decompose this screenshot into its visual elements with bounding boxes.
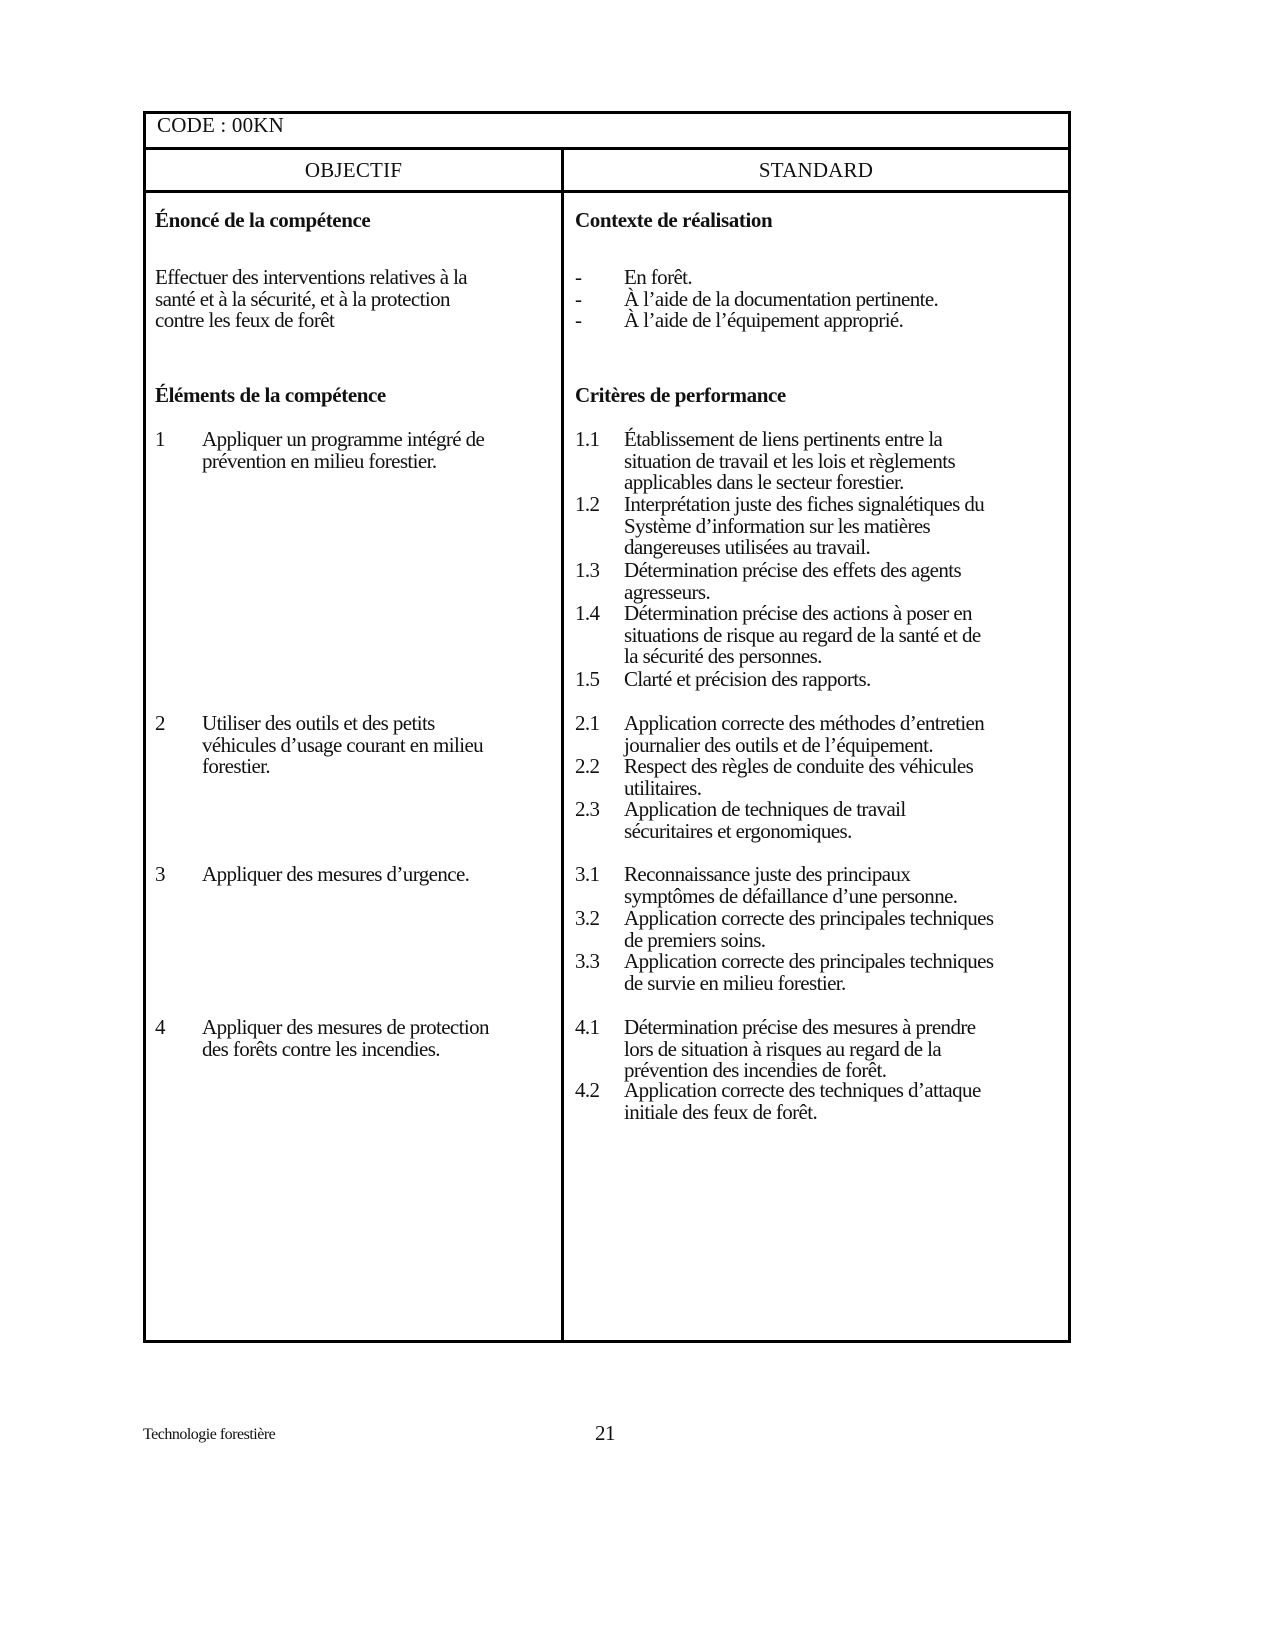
enonce-text-line: Effectuer des interventions relatives à la bbox=[155, 265, 468, 289]
header-standard: STANDARD bbox=[758, 158, 874, 182]
element-number: 3 bbox=[155, 862, 165, 886]
critere-number: 1.3 bbox=[575, 558, 600, 582]
element-text-line: forestier. bbox=[202, 754, 271, 779]
element-number: 4 bbox=[155, 1015, 165, 1039]
critere-text-line: journalier des outils et de l’équipement. bbox=[624, 732, 933, 757]
element-text-line: Utiliser des outils et des petits bbox=[202, 711, 435, 735]
footer-title: Technologie forestière bbox=[143, 1426, 276, 1443]
critere-number: 2.1 bbox=[575, 711, 600, 735]
critere-number: 4.1 bbox=[575, 1015, 600, 1039]
element-text-line: prévention en milieu forestier. bbox=[202, 448, 437, 473]
enonce-text-line: santé et à la sécurité, et à la protection bbox=[155, 286, 450, 311]
critere-text-line: sécuritaires et ergonomiques. bbox=[624, 818, 852, 843]
critere-text-line: de premiers soins. bbox=[624, 927, 766, 952]
critere-number: 1.2 bbox=[575, 492, 600, 516]
contexte-item: À l’aide de la documentation pertinente. bbox=[624, 286, 939, 311]
contexte-title: Contexte de réalisation bbox=[575, 208, 773, 232]
row-divider bbox=[146, 190, 1068, 193]
critere-text-line: Application de techniques de travail bbox=[624, 797, 906, 821]
critere-text-line: Système d’information sur les matières bbox=[624, 513, 931, 538]
element-text-line: des forêts contre les incendies. bbox=[202, 1036, 440, 1061]
contexte-bullet: - bbox=[575, 308, 582, 333]
critere-number: 3.3 bbox=[575, 949, 600, 973]
element-text-line: Appliquer des mesures de protection bbox=[202, 1015, 489, 1039]
element-text-line: Appliquer un programme intégré de bbox=[202, 427, 485, 451]
critere-text-line: Application correcte des principales techniques bbox=[624, 906, 994, 930]
elements-title: Éléments de la compétence bbox=[155, 383, 386, 407]
critere-text-line: prévention des incendies de forêt. bbox=[624, 1058, 887, 1083]
element-text-line: véhicules d’usage courant en milieu bbox=[202, 732, 484, 757]
criteres-title: Critères de performance bbox=[575, 383, 786, 407]
critere-number: 3.1 bbox=[575, 862, 600, 886]
critere-text-line: agresseurs. bbox=[624, 579, 711, 604]
contexte-bullet: - bbox=[575, 286, 582, 311]
critere-text-line: Application correcte des principales techniques bbox=[624, 949, 994, 973]
critere-number: 2.2 bbox=[575, 754, 600, 778]
column-divider bbox=[561, 150, 564, 1340]
element-text-line: Appliquer des mesures d’urgence. bbox=[202, 862, 470, 886]
code-label: CODE : 00KN bbox=[157, 113, 285, 137]
critere-text-line: situation de travail et les lois et règlements bbox=[624, 448, 956, 473]
row-divider bbox=[146, 147, 1068, 150]
critere-text-line: Interprétation juste des fiches signalétiques du bbox=[624, 492, 985, 516]
page-number: 21 bbox=[595, 1421, 615, 1445]
header-objectif: OBJECTIF bbox=[304, 158, 403, 182]
enonce-title: Énoncé de la compétence bbox=[155, 208, 371, 232]
contexte-item: À l’aide de l’équipement approprié. bbox=[624, 308, 904, 333]
critere-number: 1.1 bbox=[575, 427, 600, 451]
critere-text-line: lors de situation à risques au regard de la bbox=[624, 1036, 942, 1061]
critere-text-line: Application correcte des techniques d’attaque bbox=[624, 1078, 981, 1102]
contexte-bullet: - bbox=[575, 265, 582, 289]
critere-number: 3.2 bbox=[575, 906, 600, 930]
critere-number: 4.2 bbox=[575, 1078, 600, 1102]
critere-text-line: Clarté et précision des rapports. bbox=[624, 667, 871, 691]
critere-text-line: applicables dans le secteur forestier. bbox=[624, 470, 904, 495]
critere-text-line: Détermination précise des mesures à prendre bbox=[624, 1015, 976, 1039]
critere-text-line: dangereuses utilisées au travail. bbox=[624, 535, 871, 560]
enonce-text-line: contre les feux de forêt bbox=[155, 308, 335, 333]
critere-text-line: Détermination précise des actions à poser en bbox=[624, 601, 972, 625]
critere-text-line: Reconnaissance juste des principaux bbox=[624, 862, 911, 886]
critere-text-line: de survie en milieu forestier. bbox=[624, 970, 846, 995]
critere-text-line: symptômes de défaillance d’une personne. bbox=[624, 883, 958, 908]
critere-text-line: la sécurité des personnes. bbox=[624, 644, 822, 669]
element-number: 1 bbox=[155, 427, 165, 451]
critere-text-line: Application correcte des méthodes d’entretien bbox=[624, 711, 985, 735]
critere-text-line: utilitaires. bbox=[624, 775, 702, 800]
critere-text-line: Respect des règles de conduite des véhicules bbox=[624, 754, 974, 778]
critere-number: 1.4 bbox=[575, 601, 600, 625]
critere-text-line: Établissement de liens pertinents entre la bbox=[624, 427, 943, 451]
critere-number: 1.5 bbox=[575, 667, 600, 691]
contexte-item: En forêt. bbox=[624, 265, 693, 289]
critere-number: 2.3 bbox=[575, 797, 600, 821]
element-number: 2 bbox=[155, 711, 165, 735]
critere-text-line: situations de risque au regard de la santé et de bbox=[624, 622, 981, 647]
critere-text-line: Détermination précise des effets des agents bbox=[624, 558, 962, 582]
critere-text-line: initiale des feux de forêt. bbox=[624, 1099, 818, 1124]
